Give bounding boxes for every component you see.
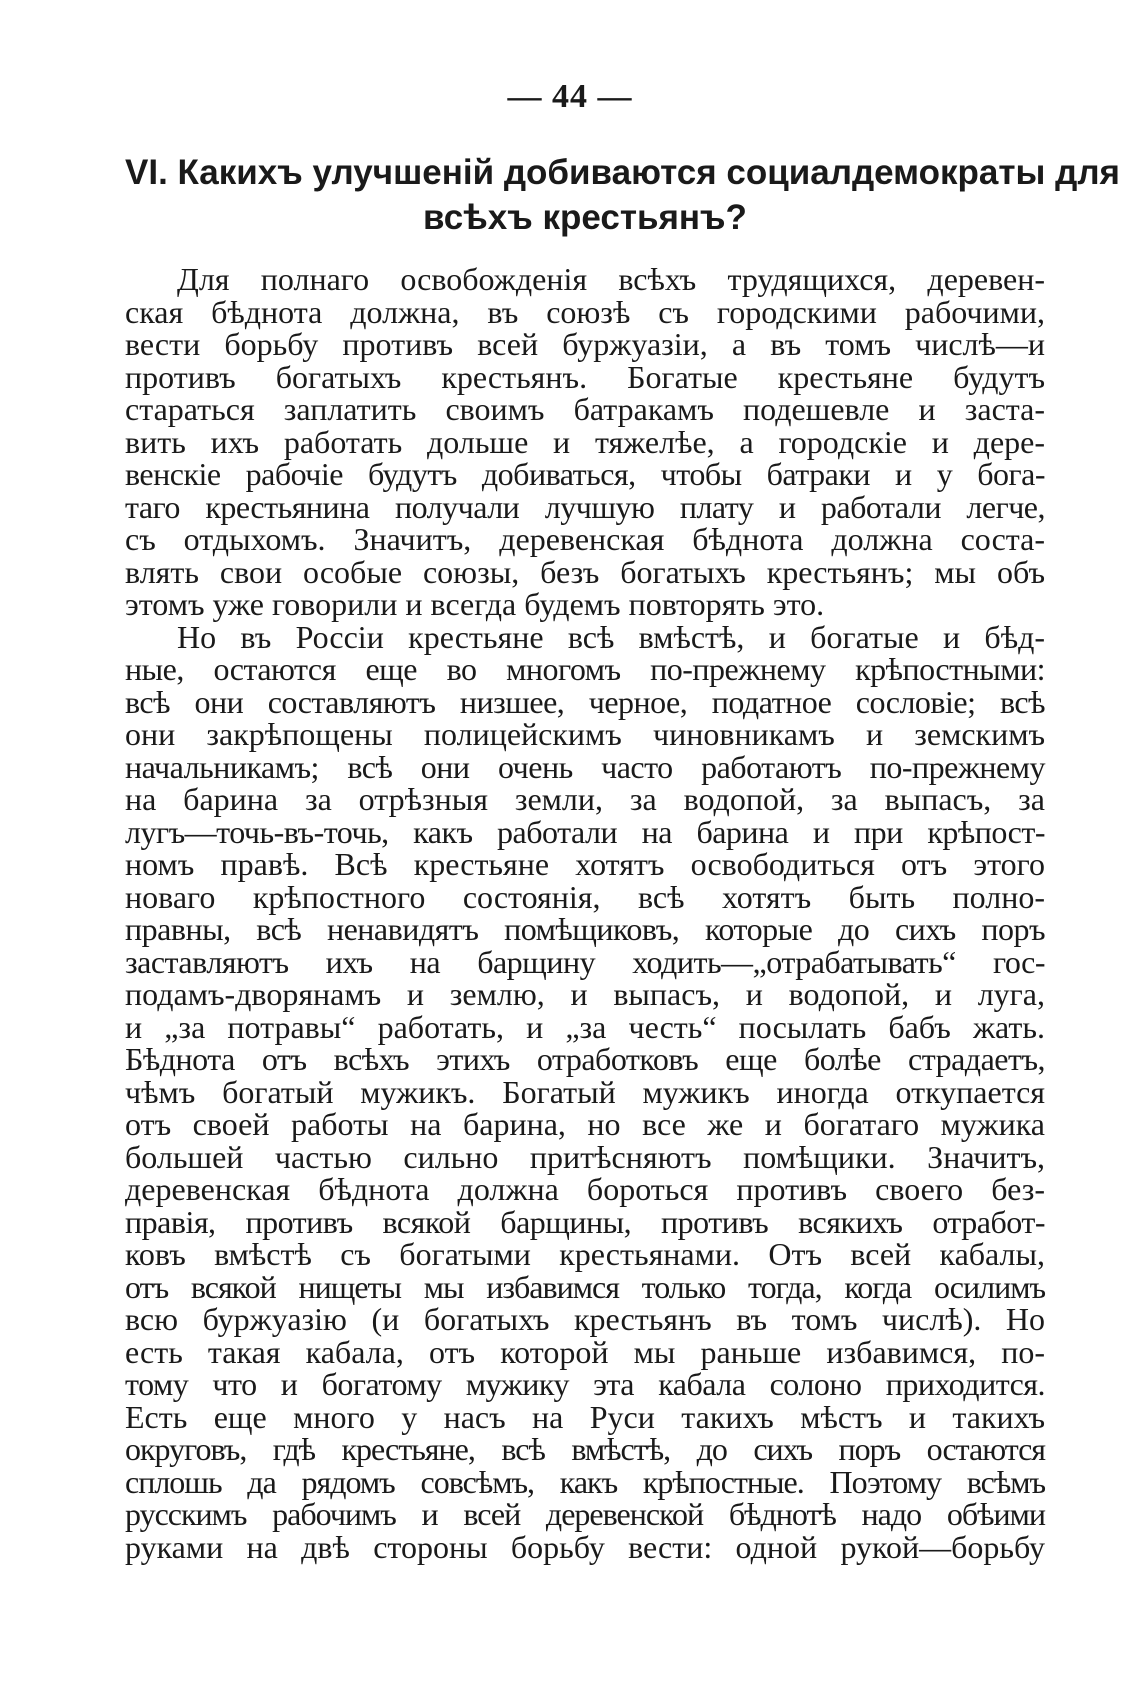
paragraph-1 xyxy=(125,263,1045,621)
text-line: Бѣднота отъ всѣхъ этихъ отработковъ еще болѣе страдаетъ, xyxy=(125,1041,1045,1077)
text-line: съ отдыхомъ. Значитъ, деревенская бѣднота должна соста- xyxy=(125,521,1045,557)
text-line: таго крестьянина получали лучшую плату и работали легче, xyxy=(125,488,1045,525)
text-line: вить ихъ работать дольше и тяжелѣе, а городскіе и дере- xyxy=(125,423,1045,460)
text-line: отъ всякой нищеты мы избавимся только тогда, когда осилимъ xyxy=(125,1268,1045,1305)
text-line: Есть еще много у насъ на Руси такихъ мѣстъ и такихъ xyxy=(125,1398,1045,1435)
section-heading xyxy=(125,150,1120,240)
section-heading-line-2: всѣхъ крестьянъ? xyxy=(423,198,747,237)
text-line: чѣмъ богатый мужикъ. Богатый мужикъ иногда откупается xyxy=(125,1073,1045,1110)
text-line: стараться заплатить своимъ батракамъ подешевле и заста- xyxy=(125,391,1045,427)
text-line: вести борьбу противъ всей буржуазіи, а въ томъ числѣ—и xyxy=(125,326,1045,362)
text-line: Но въ Россіи крестьяне всѣ вмѣстѣ, и богатые и бѣд- xyxy=(177,618,1045,655)
text-line: отъ своей работы на барина, но все же и богатаго мужика xyxy=(125,1106,1045,1142)
text-line: правны, всѣ ненавидятъ помѣщиковъ, которые до сихъ поръ xyxy=(125,911,1045,947)
text-line: новаго крѣпостного состоянія, всѣ хотятъ быть полно- xyxy=(125,878,1045,915)
text-line: тому что и богатому мужику эта кабала солоно приходится. xyxy=(125,1366,1045,1402)
text-line: подамъ-дворянамъ и землю, и выпасъ, и водопой, и луга, xyxy=(125,976,1045,1012)
text-line: Для полнаго освобожденія всѣхъ трудящихся, деревен- xyxy=(177,261,1045,297)
text-line: деревенская бѣднота должна бороться противъ своего без- xyxy=(125,1171,1045,1207)
text-line: правія, противъ всякой барщины, противъ всякихъ отработ- xyxy=(125,1203,1045,1240)
text-line: есть такая кабала, отъ которой мы раньше избавимся, по- xyxy=(125,1333,1045,1370)
text-line: большей частью сильно притѣсняютъ помѣщики. Значитъ, xyxy=(125,1138,1045,1175)
text-line: русскимъ рабочимъ и всей деревенской бѣднотѣ надо обѣими xyxy=(125,1496,1045,1532)
text-line: и „за потравы“ работать, и „за честь“ посылать бабъ жать. xyxy=(125,1008,1045,1045)
text-line: всю буржуазію (и богатыхъ крестьянъ въ томъ числѣ). Но xyxy=(125,1301,1045,1337)
text-line: начальникамъ; всѣ они очень часто работаютъ по-прежнему xyxy=(125,748,1045,785)
text-line: противъ богатыхъ крестьянъ. Богатые крестьяне будутъ xyxy=(125,358,1045,395)
text-line: сплошь да рядомъ совсѣмъ, какъ крѣпостные. Поэтому всѣмъ xyxy=(125,1463,1045,1500)
text-line: лугъ—точь-въ-точь, какъ работали на барина и при крѣпост- xyxy=(125,813,1045,850)
text-line: всѣ они составляютъ низшее, черное, податное сословіе; всѣ xyxy=(125,683,1045,720)
text-line: ская бѣднота должна, въ союзѣ съ городскими рабочими, xyxy=(125,293,1045,330)
page-number: — 44 — xyxy=(507,78,633,115)
text-line: округовъ, гдѣ крестьяне, всѣ вмѣстѣ, до сихъ поръ остаются xyxy=(125,1431,1045,1467)
text-line: заставляютъ ихъ на барщину ходить—„отрабатывать“ гос- xyxy=(125,943,1045,980)
text-line: руками на двѣ стороны борьбу вести: одной рукой—борьбу xyxy=(125,1528,1045,1565)
text-line: на барина за отрѣзныя земли, за водопой, за выпасъ, за xyxy=(125,781,1045,817)
text-line: они закрѣпощены полицейскимъ чиновникамъ и земскимъ xyxy=(125,716,1045,752)
text-line: ные, остаются еще во многомъ по-прежнему крѣпостными: xyxy=(125,651,1045,687)
body-text xyxy=(125,263,1045,1563)
text-line: ковъ вмѣстѣ съ богатыми крестьянами. Отъ всей кабалы, xyxy=(125,1236,1045,1272)
text-line: этомъ уже говорили и всегда будемъ повторять это. xyxy=(125,586,825,622)
text-line: номъ правѣ. Всѣ крестьяне хотятъ освободиться отъ этого xyxy=(125,846,1045,882)
text-line: влять свои особые союзы, безъ богатыхъ крестьянъ; мы объ xyxy=(125,553,1045,590)
paragraph-2 xyxy=(125,618,1045,1565)
text-line: венскіе рабочіе будутъ добиваться, чтобы батраки и у бога- xyxy=(125,456,1045,492)
section-heading-line-1: VI. Какихъ улучшеній добиваются социалдемократы для xyxy=(125,153,1120,192)
